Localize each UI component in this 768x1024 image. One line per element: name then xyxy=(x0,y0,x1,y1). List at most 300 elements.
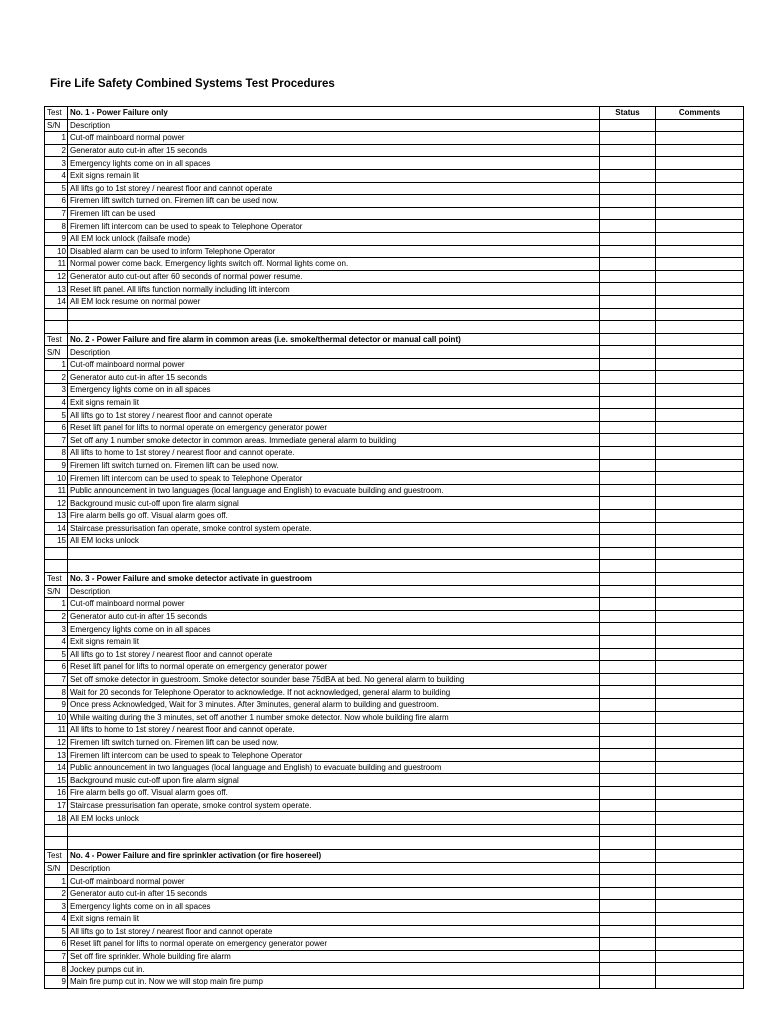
row-description: Background music cut-off upon fire alarm signal xyxy=(68,774,600,787)
comments-cell[interactable] xyxy=(656,585,744,598)
comments-cell[interactable] xyxy=(656,232,744,245)
comments-cell[interactable] xyxy=(656,144,744,157)
comments-cell[interactable] xyxy=(656,384,744,397)
comments-cell[interactable] xyxy=(656,698,744,711)
test-procedures-table xyxy=(44,106,744,989)
table-row xyxy=(45,673,744,686)
row-number: 6 xyxy=(45,421,68,434)
comments-cell[interactable] xyxy=(656,258,744,271)
row-number: 4 xyxy=(45,913,68,926)
row-number: 1 xyxy=(45,132,68,145)
table-row xyxy=(45,132,744,145)
comments-cell[interactable] xyxy=(656,635,744,648)
comments-cell[interactable] xyxy=(656,421,744,434)
comments-header xyxy=(656,572,744,585)
status-cell[interactable] xyxy=(600,799,656,812)
row-description: Background music cut-off upon fire alarm signal xyxy=(68,497,600,510)
table-row xyxy=(45,610,744,623)
table-row xyxy=(45,761,744,774)
table-row xyxy=(45,698,744,711)
table-row xyxy=(45,887,744,900)
status-cell[interactable] xyxy=(600,887,656,900)
sn-label: S/N xyxy=(45,585,68,598)
row-description: Reset lift panel for lifts to normal operate on emergency generator power xyxy=(68,661,600,674)
comments-cell[interactable] xyxy=(656,472,744,485)
status-cell[interactable] xyxy=(600,510,656,523)
sn-label: S/N xyxy=(45,862,68,875)
table-row xyxy=(45,648,744,661)
row-number: 8 xyxy=(45,447,68,460)
row-description: Set off fire sprinkler. Whole building fire alarm xyxy=(68,950,600,963)
row-description: Generator auto cut-in after 15 seconds xyxy=(68,371,600,384)
status-cell[interactable] xyxy=(600,862,656,875)
row-number: 17 xyxy=(45,799,68,812)
blank-cell xyxy=(45,547,68,560)
status-cell[interactable] xyxy=(600,774,656,787)
blank-cell xyxy=(656,321,744,334)
comments-cell[interactable] xyxy=(656,623,744,636)
row-number: 11 xyxy=(45,484,68,497)
row-number: 2 xyxy=(45,371,68,384)
comments-cell[interactable] xyxy=(656,862,744,875)
status-cell[interactable] xyxy=(600,522,656,535)
row-description: Generator auto cut-in after 15 seconds xyxy=(68,144,600,157)
row-description: Staircase pressurisation fan operate, smoke control system operate. xyxy=(68,799,600,812)
row-number: 12 xyxy=(45,270,68,283)
row-description: Set off any 1 number smoke detector in common areas. Immediate general alarm to building xyxy=(68,434,600,447)
row-number: 13 xyxy=(45,283,68,296)
row-number: 9 xyxy=(45,975,68,988)
blank-cell xyxy=(45,824,68,837)
comments-cell[interactable] xyxy=(656,975,744,988)
row-description: Once press Acknowledged, Wait for 3 minutes. After 3minutes, general alarm to building and guestroom. xyxy=(68,698,600,711)
description-label: Description xyxy=(68,119,600,132)
table-row xyxy=(45,598,744,611)
comments-cell[interactable] xyxy=(656,686,744,699)
status-cell[interactable] xyxy=(600,346,656,359)
comments-cell[interactable] xyxy=(656,812,744,825)
status-cell[interactable] xyxy=(600,295,656,308)
status-cell[interactable] xyxy=(600,749,656,762)
row-number: 18 xyxy=(45,812,68,825)
status-cell[interactable] xyxy=(600,610,656,623)
status-cell[interactable] xyxy=(600,283,656,296)
comments-cell[interactable] xyxy=(656,132,744,145)
table-row xyxy=(45,144,744,157)
row-description: Generator auto cut-in after 15 seconds xyxy=(68,610,600,623)
row-description: Public announcement in two languages (local language and English) to evacuate building and guestroom xyxy=(68,761,600,774)
row-description: Reset lift panel for lifts to normal operate on emergency generator power xyxy=(68,421,600,434)
row-description: Set off smoke detector in guestroom. Smoke detector sounder base 75dBA at bed. No general alarm to building xyxy=(68,673,600,686)
status-cell[interactable] xyxy=(600,169,656,182)
blank-row xyxy=(45,560,744,573)
status-cell[interactable] xyxy=(600,270,656,283)
blank-cell xyxy=(600,837,656,850)
status-cell[interactable] xyxy=(600,585,656,598)
sn-label: S/N xyxy=(45,346,68,359)
column-label-row xyxy=(45,862,744,875)
row-description: Exit signs remain lit xyxy=(68,635,600,648)
status-cell[interactable] xyxy=(600,787,656,800)
comments-cell[interactable] xyxy=(656,799,744,812)
row-description: Reset lift panel. All lifts function normally including lift intercom xyxy=(68,283,600,296)
comments-cell[interactable] xyxy=(656,711,744,724)
status-cell[interactable] xyxy=(600,484,656,497)
comments-cell[interactable] xyxy=(656,598,744,611)
status-cell[interactable] xyxy=(600,635,656,648)
comments-cell[interactable] xyxy=(656,875,744,888)
blank-cell xyxy=(600,824,656,837)
row-description: Exit signs remain lit xyxy=(68,913,600,926)
table-row xyxy=(45,875,744,888)
table-row xyxy=(45,510,744,523)
comments-cell[interactable] xyxy=(656,724,744,737)
row-number: 7 xyxy=(45,434,68,447)
comments-cell[interactable] xyxy=(656,535,744,548)
table-row xyxy=(45,661,744,674)
row-description: Jockey pumps cut in. xyxy=(68,963,600,976)
table-row xyxy=(45,497,744,510)
blank-cell xyxy=(45,837,68,850)
status-cell[interactable] xyxy=(600,459,656,472)
table-row xyxy=(45,787,744,800)
comments-cell[interactable] xyxy=(656,447,744,460)
row-number: 7 xyxy=(45,950,68,963)
status-cell[interactable] xyxy=(600,761,656,774)
row-description: All EM lock unlock (failsafe mode) xyxy=(68,232,600,245)
blank-cell xyxy=(656,824,744,837)
blank-cell xyxy=(600,321,656,334)
status-cell[interactable] xyxy=(600,711,656,724)
table-row xyxy=(45,950,744,963)
status-cell[interactable] xyxy=(600,724,656,737)
comments-cell[interactable] xyxy=(656,346,744,359)
row-number: 4 xyxy=(45,635,68,648)
table-row xyxy=(45,157,744,170)
comments-cell[interactable] xyxy=(656,195,744,208)
column-label-row xyxy=(45,346,744,359)
row-number: 13 xyxy=(45,510,68,523)
row-description: Cut-off mainboard normal power xyxy=(68,132,600,145)
status-cell[interactable] xyxy=(600,434,656,447)
row-number: 3 xyxy=(45,384,68,397)
comments-cell[interactable] xyxy=(656,938,744,951)
row-number: 2 xyxy=(45,144,68,157)
row-number: 2 xyxy=(45,610,68,623)
status-cell[interactable] xyxy=(600,812,656,825)
comments-cell[interactable] xyxy=(656,459,744,472)
status-cell[interactable] xyxy=(600,371,656,384)
blank-cell xyxy=(600,560,656,573)
row-description: All EM locks unlock xyxy=(68,535,600,548)
status-header: Status xyxy=(600,107,656,120)
comments-cell[interactable] xyxy=(656,182,744,195)
blank-cell xyxy=(656,308,744,321)
table-row xyxy=(45,459,744,472)
section-title: No. 2 - Power Failure and fire alarm in common areas (i.e. smoke/thermal detector or manual call point) xyxy=(68,333,600,346)
table-row xyxy=(45,900,744,913)
blank-cell xyxy=(656,560,744,573)
row-description: Emergency lights come on in all spaces xyxy=(68,157,600,170)
table-row xyxy=(45,396,744,409)
table-row xyxy=(45,195,744,208)
column-label-row xyxy=(45,119,744,132)
row-number: 1 xyxy=(45,598,68,611)
table-row xyxy=(45,409,744,422)
row-description: Disabled alarm can be used to inform Telephone Operator xyxy=(68,245,600,258)
table-row xyxy=(45,711,744,724)
table-row xyxy=(45,358,744,371)
row-description: Exit signs remain lit xyxy=(68,169,600,182)
comments-cell[interactable] xyxy=(656,610,744,623)
comments-cell[interactable] xyxy=(656,900,744,913)
table-row xyxy=(45,938,744,951)
row-number: 10 xyxy=(45,245,68,258)
row-number: 3 xyxy=(45,623,68,636)
comments-cell[interactable] xyxy=(656,648,744,661)
row-number: 6 xyxy=(45,938,68,951)
comments-cell[interactable] xyxy=(656,497,744,510)
section-title: No. 1 - Power Failure only xyxy=(68,107,600,120)
row-number: 15 xyxy=(45,774,68,787)
comments-cell[interactable] xyxy=(656,761,744,774)
row-description: Emergency lights come on in all spaces xyxy=(68,900,600,913)
status-cell[interactable] xyxy=(600,182,656,195)
row-number: 13 xyxy=(45,749,68,762)
row-number: 4 xyxy=(45,396,68,409)
comments-cell[interactable] xyxy=(656,245,744,258)
status-header xyxy=(600,850,656,863)
status-cell[interactable] xyxy=(600,913,656,926)
blank-cell xyxy=(600,308,656,321)
status-cell[interactable] xyxy=(600,409,656,422)
table-row xyxy=(45,963,744,976)
comments-cell[interactable] xyxy=(656,661,744,674)
status-cell[interactable] xyxy=(600,497,656,510)
blank-cell xyxy=(68,824,600,837)
row-number: 9 xyxy=(45,459,68,472)
status-cell[interactable] xyxy=(600,207,656,220)
comments-cell[interactable] xyxy=(656,950,744,963)
comments-cell[interactable] xyxy=(656,270,744,283)
comments-cell[interactable] xyxy=(656,396,744,409)
blank-cell xyxy=(656,547,744,560)
status-cell[interactable] xyxy=(600,938,656,951)
row-description: Exit signs remain lit xyxy=(68,396,600,409)
description-label: Description xyxy=(68,585,600,598)
comments-cell[interactable] xyxy=(656,510,744,523)
row-number: 1 xyxy=(45,358,68,371)
status-cell[interactable] xyxy=(600,975,656,988)
blank-row xyxy=(45,824,744,837)
section-header-row xyxy=(45,107,744,120)
status-cell[interactable] xyxy=(600,258,656,271)
row-number: 1 xyxy=(45,875,68,888)
status-cell[interactable] xyxy=(600,421,656,434)
table-row xyxy=(45,686,744,699)
comments-cell[interactable] xyxy=(656,283,744,296)
comments-cell[interactable] xyxy=(656,434,744,447)
row-number: 11 xyxy=(45,258,68,271)
comments-cell[interactable] xyxy=(656,157,744,170)
row-description: Firemen lift intercom can be used to speak to Telephone Operator xyxy=(68,220,600,233)
row-description: All lifts go to 1st storey / nearest floor and cannot operate xyxy=(68,925,600,938)
blank-cell xyxy=(600,547,656,560)
section-header-row xyxy=(45,333,744,346)
table-row xyxy=(45,258,744,271)
status-cell[interactable] xyxy=(600,673,656,686)
status-cell[interactable] xyxy=(600,157,656,170)
comments-cell[interactable] xyxy=(656,787,744,800)
comments-header xyxy=(656,333,744,346)
table-row xyxy=(45,434,744,447)
status-cell[interactable] xyxy=(600,119,656,132)
table-row xyxy=(45,220,744,233)
table-row xyxy=(45,724,744,737)
status-cell[interactable] xyxy=(600,132,656,145)
row-number: 5 xyxy=(45,182,68,195)
row-number: 12 xyxy=(45,497,68,510)
status-cell[interactable] xyxy=(600,661,656,674)
comments-cell[interactable] xyxy=(656,409,744,422)
row-description: Emergency lights come on in all spaces xyxy=(68,384,600,397)
comments-cell[interactable] xyxy=(656,749,744,762)
row-number: 5 xyxy=(45,409,68,422)
table-row xyxy=(45,232,744,245)
row-description: Generator auto cut-out after 60 seconds of normal power resume. xyxy=(68,270,600,283)
status-cell[interactable] xyxy=(600,648,656,661)
table-row xyxy=(45,207,744,220)
status-cell[interactable] xyxy=(600,686,656,699)
description-label: Description xyxy=(68,346,600,359)
row-description: All lifts to home to 1st storey / nearest floor and cannot operate. xyxy=(68,447,600,460)
status-cell[interactable] xyxy=(600,144,656,157)
comments-header xyxy=(656,850,744,863)
test-label: Test xyxy=(45,333,68,346)
table-row xyxy=(45,295,744,308)
status-cell[interactable] xyxy=(600,358,656,371)
status-cell[interactable] xyxy=(600,623,656,636)
table-row xyxy=(45,774,744,787)
comments-cell[interactable] xyxy=(656,295,744,308)
blank-row xyxy=(45,837,744,850)
row-number: 16 xyxy=(45,787,68,800)
blank-cell xyxy=(68,547,600,560)
blank-row xyxy=(45,547,744,560)
table-row xyxy=(45,421,744,434)
row-number: 12 xyxy=(45,736,68,749)
status-cell[interactable] xyxy=(600,736,656,749)
row-number: 3 xyxy=(45,157,68,170)
status-cell[interactable] xyxy=(600,195,656,208)
status-cell[interactable] xyxy=(600,535,656,548)
document-title: Fire Life Safety Combined Systems Test Procedures xyxy=(50,78,335,90)
status-cell[interactable] xyxy=(600,963,656,976)
table-row xyxy=(45,812,744,825)
row-description: Staircase pressurisation fan operate, smoke control system operate. xyxy=(68,522,600,535)
row-description: Normal power come back. Emergency lights switch off. Normal lights come on. xyxy=(68,258,600,271)
table-row xyxy=(45,270,744,283)
row-description: Firemen lift switch turned on. Firemen lift can be used now. xyxy=(68,736,600,749)
comments-cell[interactable] xyxy=(656,736,744,749)
table-row xyxy=(45,484,744,497)
row-description: Generator auto cut-in after 15 seconds xyxy=(68,887,600,900)
comments-cell[interactable] xyxy=(656,169,744,182)
comments-cell[interactable] xyxy=(656,963,744,976)
row-description: All lifts to home to 1st storey / nearest floor and cannot operate. xyxy=(68,724,600,737)
row-description: Cut-off mainboard normal power xyxy=(68,875,600,888)
row-number: 5 xyxy=(45,925,68,938)
row-number: 11 xyxy=(45,724,68,737)
row-number: 14 xyxy=(45,522,68,535)
blank-row xyxy=(45,321,744,334)
comments-cell[interactable] xyxy=(656,220,744,233)
row-description: All EM lock resume on normal power xyxy=(68,295,600,308)
table-row xyxy=(45,283,744,296)
row-description: Firemen lift intercom can be used to speak to Telephone Operator xyxy=(68,749,600,762)
status-cell[interactable] xyxy=(600,925,656,938)
table-row xyxy=(45,975,744,988)
blank-cell xyxy=(68,321,600,334)
status-cell[interactable] xyxy=(600,384,656,397)
row-number: 3 xyxy=(45,900,68,913)
status-cell[interactable] xyxy=(600,598,656,611)
row-number: 7 xyxy=(45,207,68,220)
row-description: Fire alarm bells go off. Visual alarm goes off. xyxy=(68,787,600,800)
table-row xyxy=(45,635,744,648)
row-description: All lifts go to 1st storey / nearest floor and cannot operate xyxy=(68,648,600,661)
comments-cell[interactable] xyxy=(656,913,744,926)
blank-cell xyxy=(68,560,600,573)
table-row xyxy=(45,799,744,812)
status-cell[interactable] xyxy=(600,245,656,258)
status-cell[interactable] xyxy=(600,875,656,888)
comments-cell[interactable] xyxy=(656,925,744,938)
row-number: 6 xyxy=(45,661,68,674)
row-description: Cut-off mainboard normal power xyxy=(68,358,600,371)
row-description: All lifts go to 1st storey / nearest floor and cannot operate xyxy=(68,409,600,422)
comments-cell[interactable] xyxy=(656,673,744,686)
comments-cell[interactable] xyxy=(656,484,744,497)
table-row xyxy=(45,522,744,535)
section-title: No. 3 - Power Failure and smoke detector activate in guestroom xyxy=(68,572,600,585)
table-row xyxy=(45,749,744,762)
row-description: While waiting during the 3 minutes, set off another 1 number smoke detector. Now whole building fire alarm xyxy=(68,711,600,724)
comments-cell[interactable] xyxy=(656,887,744,900)
row-number: 5 xyxy=(45,648,68,661)
comments-cell[interactable] xyxy=(656,774,744,787)
row-description: Reset lift panel for lifts to normal operate on emergency generator power xyxy=(68,938,600,951)
status-cell[interactable] xyxy=(600,472,656,485)
status-cell[interactable] xyxy=(600,232,656,245)
comments-cell[interactable] xyxy=(656,207,744,220)
comments-cell[interactable] xyxy=(656,358,744,371)
blank-cell xyxy=(656,837,744,850)
status-cell[interactable] xyxy=(600,447,656,460)
status-cell[interactable] xyxy=(600,950,656,963)
status-cell[interactable] xyxy=(600,396,656,409)
table-row xyxy=(45,736,744,749)
status-cell[interactable] xyxy=(600,220,656,233)
row-description: Firemen lift switch turned on. Firemen lift can be used now. xyxy=(68,459,600,472)
comments-cell[interactable] xyxy=(656,371,744,384)
status-cell[interactable] xyxy=(600,698,656,711)
comments-cell[interactable] xyxy=(656,522,744,535)
row-description: Wait for 20 seconds for Telephone Operator to acknowledge. If not acknowledged, general alarm to building xyxy=(68,686,600,699)
comments-cell[interactable] xyxy=(656,119,744,132)
status-cell[interactable] xyxy=(600,900,656,913)
description-label: Description xyxy=(68,862,600,875)
